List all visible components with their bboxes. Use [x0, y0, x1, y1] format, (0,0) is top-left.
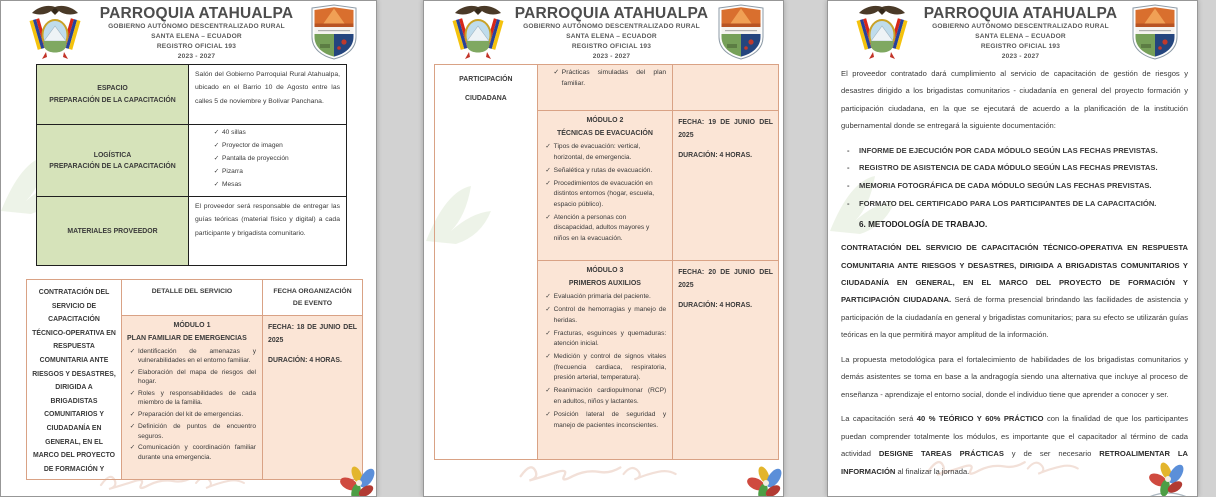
column-header-detail: DETALLE DEL SERVICIO: [122, 280, 263, 316]
check-icon: ✓: [553, 69, 560, 76]
flower-logo-icon: [336, 462, 377, 497]
checklist-item: ✓ Preparación del kit de emergencias.: [127, 410, 257, 419]
header-line-2: SANTA ELENA – ECUADOR: [566, 33, 657, 41]
module-duration: DURACIÓN: 4 HORAS.: [678, 152, 753, 160]
body-text: [841, 65, 1188, 487]
page-2: [423, 0, 784, 497]
check-icon: ✓: [545, 293, 551, 300]
check-icon: ✓: [545, 306, 551, 314]
parish-shield-icon: [1129, 4, 1181, 60]
dash-icon: -: [847, 145, 850, 155]
page-title: PARROQUIA ATAHUALPA: [99, 5, 294, 22]
row-label: MATERIALES PROVEEDOR: [67, 227, 158, 235]
checklist-item: ✓ Proyector de imagen: [211, 141, 340, 152]
checklist-item: ✓ Señalética y rutas de evacuación.: [543, 166, 668, 177]
contract-title-cell: [27, 280, 122, 480]
check-icon: ✓: [129, 444, 136, 452]
header-text-block: [508, 4, 715, 62]
module3-date-cell: [673, 261, 779, 460]
table-row: [37, 65, 347, 125]
dash-icon: -: [847, 181, 850, 191]
page-1: [0, 0, 377, 497]
checklist-item: ✓ Medición y control de signos vitales (frecuencia cardiaca, respiratoria, presión arterial, temperatura).: [543, 352, 668, 384]
checklist-item: ✓ Mesas: [211, 180, 340, 191]
header-line-1: GOBIERNO AUTÓNOMO DESCENTRALIZADO RURAL: [108, 23, 285, 31]
checklist-item: ✓ Evaluación primaria del paciente.: [543, 292, 668, 303]
page-header: [1, 1, 376, 61]
paragraph-capacitacion: La capacitación será 40 % TEÓRICO Y 60% PRÁCTICO con la finalidad de que los participantes puedan comprender totalmente los módulos, es importante que el capacitador al término de cada actividad DESIGNE TAREAS PRÁCTICAS y de ser necesario RETROALIMENTAR LA INFORMACIÓN al finalizar la jornada.: [841, 414, 1188, 476]
parish-shield-icon: [715, 4, 767, 60]
check-icon: ✓: [213, 181, 220, 189]
practice-cell: [537, 65, 673, 111]
checklist-item: ✓ Pantalla de proyección: [211, 154, 340, 165]
table-row: [27, 280, 363, 316]
module-duration: DURACIÓN: 4 HORAS.: [268, 356, 342, 364]
service-detail-table: [26, 279, 363, 480]
module-duration: DURACIÓN: 4 HORAS.: [678, 302, 753, 310]
header-line-4: 2023 - 2027: [1001, 52, 1040, 60]
header-line-2: SANTA ELENA – ECUADOR: [151, 33, 242, 41]
header-line-3: REGISTRO OFICIAL 193: [571, 43, 652, 51]
module-title: MÓDULO 1: [173, 321, 211, 329]
paragraph-propuesta: La propuesta metodológica para el fortalecimiento de habilidades de los brigadistas comunitarios y demás asistentes se toma en base a la andragogía siendo una alternativa que incluye al proceso de enseñanza - aprendizaje el entorno social, donde el individuo tiene que aprender a conocer y ser.: [841, 354, 1188, 399]
header-text-block: [912, 4, 1129, 62]
header-line-1: GOBIERNO AUTÓNOMO DESCENTRALIZADO RURAL: [523, 23, 700, 31]
service-detail-table-cont: [434, 64, 779, 460]
row-label: PREPARACIÓN DE LA CAPACITACIÓN: [49, 96, 176, 104]
checklist-item: ✓ Fracturas, esguinces y quemaduras: atención inicial.: [543, 329, 668, 350]
header-text-block: [85, 4, 308, 62]
cell-text: El proveedor será responsable de entregar las guías teóricas (material físico y digital) a cada participante y brigadista comunitario.: [195, 203, 340, 237]
cell-text: Salón del Gobierno Parroquial Rural Atahualpa, ubicado en el Barrio 10 de Agosto entre las calles 5 de noviembre y Bolívar Panchana.: [195, 71, 340, 105]
participation-cell: [435, 65, 538, 460]
label-cell: [37, 197, 189, 266]
check-icon: ✓: [545, 213, 551, 221]
value-cell: [189, 197, 347, 266]
page-header: [828, 1, 1197, 61]
header-line-3: REGISTRO OFICIAL 193: [156, 43, 237, 51]
paragraph-provider: El proveedor contratado dará cumplimiento al servicio de capacitación de gestión de riesgos y desastres dirigido a los brigadistas comunitarios - ciudadanía en general del proyecto formación y participación ciudadana, en la que se ejecutará de acuerdo a la planificación de la institución gubernamental donde se entregará la siguiente documentación:: [841, 69, 1188, 131]
checklist-item: ✓ Prácticas simuladas del plan familiar.: [543, 68, 668, 90]
module3-detail-cell: [537, 261, 673, 460]
table-row: [37, 197, 347, 266]
table-row: [435, 65, 779, 111]
check-icon: ✓: [213, 129, 220, 136]
header-line-2: SANTA ELENA – ECUADOR: [975, 33, 1066, 41]
row-label: ESPACIO: [97, 85, 128, 93]
module-title: MÓDULO 3: [586, 267, 624, 274]
column-header-fecha: FECHA ORGANIZACIÓN DE EVENTO: [263, 280, 363, 316]
header-line-1: GOBIERNO AUTÓNOMO DESCENTRALIZADO RURAL: [932, 23, 1109, 31]
check-icon: ✓: [129, 411, 136, 419]
value-cell: [189, 125, 347, 197]
section-heading-metodologia: 6. METODOLOGÍA DE TRABAJO.: [859, 220, 988, 230]
dash-icon: -: [847, 163, 850, 173]
module2-detail-cell: [537, 111, 673, 261]
module1-date-cell: [263, 315, 363, 480]
page-title: PARROQUIA ATAHUALPA: [923, 5, 1118, 22]
dash-icon: -: [847, 198, 850, 208]
checklist-item: ✓ Pizarra: [211, 167, 340, 178]
label-cell: [37, 125, 189, 197]
check-icon: ✓: [213, 142, 220, 150]
checklist-item: ✓ Procedimientos de evacuación en distintos entornos (hogar, escuela, espacio público).: [543, 179, 668, 211]
row-label: LOGÍSTICA: [93, 151, 132, 159]
module1-detail-cell: [122, 315, 263, 480]
checklist-item: ✓ Definición de puntos de encuentro seguros.: [127, 422, 257, 441]
module-subtitle: PRIMEROS AUXILIOS: [568, 280, 641, 287]
check-icon: ✓: [545, 179, 551, 187]
parish-shield-icon: [308, 4, 360, 60]
module-subtitle: PLAN FAMILIAR DE EMERGENCIAS: [127, 334, 247, 342]
check-icon: ✓: [545, 166, 551, 174]
list-item: - INFORME DE EJECUCIÓN POR CADA MÓDULO SEGÚN LAS FECHAS PREVISTAS.: [847, 142, 1188, 160]
module-date: FECHA: 18 DE JUNIO DEL 2025: [268, 323, 357, 344]
header-line-4: 2023 - 2027: [177, 52, 216, 60]
module-subtitle: TÉCNICAS DE EVACUACIÓN: [556, 130, 653, 137]
check-icon: ✓: [545, 143, 551, 150]
checklist-item: ✓ Tipos de evacuación: vertical, horizontal, de emergencia.: [543, 142, 668, 163]
check-icon: ✓: [545, 329, 551, 337]
header-line-4: 2023 - 2027: [592, 52, 631, 60]
checklist-item: ✓ 40 sillas: [211, 128, 340, 139]
page-header: [424, 1, 783, 61]
preparation-table: [36, 64, 347, 266]
checklist-item: ✓ Atención a personas con discapacidad, adultos mayores y niños en la evacuación.: [543, 213, 668, 245]
ecuador-coat-of-arms-icon: [25, 4, 85, 62]
check-icon: ✓: [129, 347, 136, 355]
module2-date-cell: [673, 111, 779, 261]
table-row: [37, 125, 347, 197]
value-cell: [189, 65, 347, 125]
checklist-item: ✓ Reanimación cardiopulmonar (RCP) en adultos, niños y lactantes.: [543, 386, 668, 407]
check-icon: ✓: [129, 390, 136, 398]
check-icon: ✓: [545, 353, 551, 361]
checklist-item: ✓ Control de hemorragias y manejo de heridas.: [543, 305, 668, 326]
contract-title: CONTRATACIÓN DEL SERVICIO DE CAPACITACIÓN TÉCNICO-OPERATIVA EN RESPUESTA COMUNITARIA ANTE RIESGOS Y DESASTRES, DIRIGIDA A BRIGADISTAS COMUNITARIOS Y CIUDADANÍA EN GENERAL, EN EL MARCO DEL PROYECTO DE FORMACIÓN Y: [32, 289, 116, 473]
row-label: PREPARACIÓN DE LA CAPACITACIÓN: [49, 162, 176, 170]
label-cell: [37, 65, 189, 125]
list-item: - FORMATO DEL CERTIFICADO PARA LOS PARTICIPANTES DE LA CAPACITACIÓN.: [847, 195, 1188, 213]
checklist-item: ✓ Roles y responsabilidades de cada miembro de la familia.: [127, 389, 257, 408]
empty-date-cell: [673, 65, 779, 111]
checklist-item: ✓ Identificación de amenazas y vulnerabilidades en el entorno familiar.: [127, 347, 257, 366]
paragraph-contratacion: CONTRATACIÓN DEL SERVICIO DE CAPACITACIÓN TÉCNICO-OPERATIVA EN RESPUESTA COMUNITARIA ANTE RIESGOS Y DESASTRES, DIRIGIDA A BRIGADISTAS COMUNITARIOS Y CIUDADANÍA EN GENERAL, EN EL MARCO DEL PROYECTO DE FORMACIÓN Y PARTICIPACIÓN CIUDADANA. Será de forma presencial brindando las facilidades de asistencia y participación de la ciudadanía en general y brigadistas comunitarios; para su efecto se utilizarán guías teóricas en la que permitirá mayor amplitud de la información.: [841, 243, 1188, 340]
check-icon: ✓: [129, 368, 136, 376]
ecuador-coat-of-arms-icon: [852, 4, 912, 62]
check-icon: ✓: [545, 410, 551, 418]
module-title: MÓDULO 2: [586, 117, 624, 124]
list-item: - MEMORIA FOTOGRÁFICA DE CADA MÓDULO SEGÚN LAS FECHAS PREVISTAS.: [847, 177, 1188, 195]
check-icon: ✓: [213, 155, 220, 163]
deliverables-list: [847, 142, 1188, 212]
flower-logo-icon: [1145, 458, 1191, 497]
check-icon: ✓: [213, 168, 220, 176]
page-title: PARROQUIA ATAHUALPA: [514, 5, 709, 22]
ecuador-coat-of-arms-icon: [448, 4, 508, 62]
checklist-item: ✓ Comunicación y coordinación familiar durante una emergencia.: [127, 443, 257, 462]
check-icon: ✓: [129, 423, 136, 431]
check-icon: ✓: [545, 387, 551, 395]
module-date: FECHA: 19 DE JUNIO DEL 2025: [678, 119, 773, 140]
script-watermark: [514, 461, 744, 487]
page-3: [827, 0, 1198, 497]
list-item: - REGISTRO DE ASISTENCIA DE CADA MÓDULO SEGÚN LAS FECHAS PREVISTAS.: [847, 159, 1188, 177]
header-line-3: REGISTRO OFICIAL 193: [980, 43, 1061, 51]
module-date: FECHA: 20 DE JUNIO DEL 2025: [678, 269, 773, 290]
checklist-item: ✓ Elaboración del mapa de riesgos del hogar.: [127, 368, 257, 387]
checklist-item: ✓ Posición lateral de seguridad y manejo de pacientes inconscientes.: [543, 410, 668, 431]
participation-label: PARTICIPACIÓN CIUDADANA: [459, 76, 513, 102]
flower-logo-icon: [743, 462, 784, 497]
